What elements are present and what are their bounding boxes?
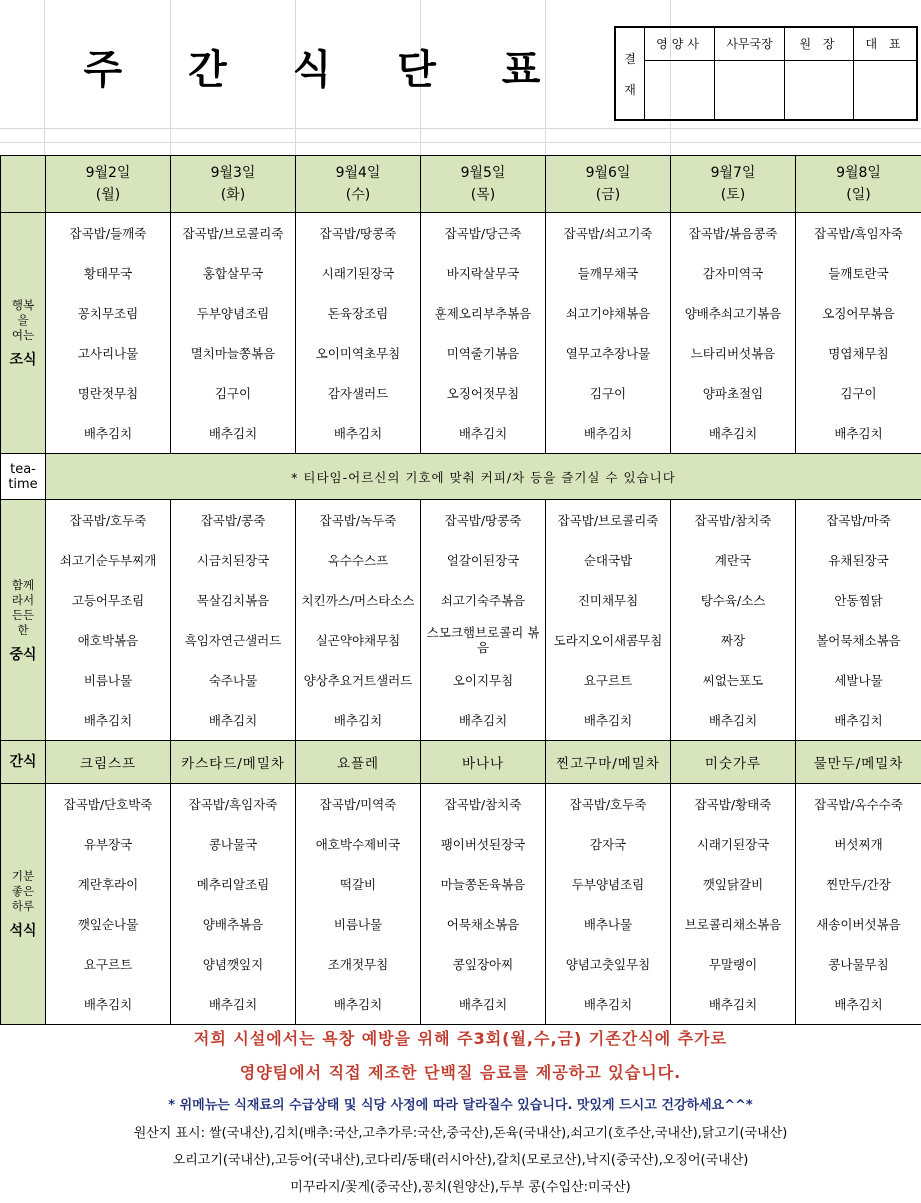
origin-label-line: 오리고기(국내산),고등어(국내산),코다리/동태(러시아산),갈치(모로코산),낙지(중국산),오징어(국내산)	[172, 1153, 749, 1168]
menu-item: 브로콜리채소볶음	[684, 916, 782, 932]
menu-item: 배추김치	[83, 425, 133, 441]
approval-header: 대 표	[854, 28, 916, 61]
menu-item: 들깨토란국	[828, 265, 889, 281]
menu-item: 잡곡밥/들깨죽	[69, 225, 147, 241]
day-header	[296, 156, 421, 213]
breakfast-day-cell	[46, 213, 171, 454]
menu-item: 잡곡밥/콩죽	[200, 512, 266, 528]
menu-item: 잡곡밥/마죽	[826, 512, 891, 528]
day-of-week: (목)	[470, 187, 496, 203]
approval-header: 사무국장	[715, 28, 784, 61]
page-title: 주 간 식 단 표	[83, 47, 567, 93]
menu-item: 오이미역초무침	[315, 345, 401, 361]
snack-item: 바나나	[421, 741, 546, 784]
menu-item: 열무고추장나물	[565, 345, 651, 361]
origin-label-line: 원산지 표시: 쌀(국내산),김치(배추:국산,고추가루:국산,중국산),돈육(국내산),쇠고기(호주산,국내산),닭고기(국내산)	[133, 1126, 788, 1141]
menu-item: 배추김치	[83, 712, 133, 728]
menu-item: 계란국	[714, 552, 752, 568]
menu-item: 흑임자연근샐러드	[184, 632, 282, 648]
menu-item: 꽁치무조림	[77, 305, 139, 321]
menu-item: 배추김치	[458, 996, 508, 1012]
snack-item: 미숫가루	[671, 741, 796, 784]
menu-item: 애호박볶음	[77, 632, 139, 648]
menu-item: 바지락살무국	[446, 265, 520, 281]
menu-item: 양파초절임	[702, 385, 764, 401]
menu-item: 도라지오이새콤무침	[553, 632, 663, 648]
menu-item: 느타리버섯볶음	[690, 345, 776, 361]
menu-item: 배추김치	[834, 996, 883, 1012]
tea-time-label: tea- time	[1, 454, 46, 500]
menu-item: 순대국밥	[583, 552, 633, 568]
snack-item: 크림스프	[46, 741, 171, 784]
approval-box	[614, 26, 918, 121]
menu-item: 배추김치	[834, 712, 883, 728]
day-header	[46, 156, 171, 213]
menu-item: 잡곡밥/브로콜리죽	[182, 225, 284, 241]
menu-item: 얼갈이된장국	[446, 552, 520, 568]
menu-item: 들깨무채국	[577, 265, 639, 281]
menu-item: 훈제오리부추볶음	[434, 305, 532, 321]
menu-item: 감자국	[589, 836, 627, 852]
day-header	[171, 156, 296, 213]
menu-item: 배추김치	[83, 996, 133, 1012]
lunch-day-cell	[46, 500, 171, 741]
menu-item: 애호박수제비국	[315, 836, 401, 852]
menu-item: 양상추요거트샐러드	[303, 672, 413, 688]
menu-item: 메추리알조림	[196, 876, 270, 892]
tea-time-note: * 티타임-어르신의 기호에 맞춰 커피/차 등을 즐기실 수 있습니다	[46, 454, 921, 500]
menu-item: 잡곡밥/땅콩죽	[319, 225, 397, 241]
menu-item: 배추김치	[208, 425, 258, 441]
menu-item: 목살김치볶음	[196, 592, 270, 608]
day-of-week: (금)	[595, 187, 621, 203]
menu-item: 잡곡밥/흑임자죽	[814, 225, 903, 241]
protein-drink-notice: 영양팀에서 직접 제조한 단백질 음료를 제공하고 있습니다.	[239, 1063, 682, 1082]
menu-item: 배추김치	[333, 425, 383, 441]
lunch-row	[1, 500, 921, 741]
menu-change-notice: * 위메뉴는 식재료의 수급상태 및 식당 사정에 따라 달라질수 있습니다. 맛있게 드시고 건강하세요^^*	[168, 1098, 753, 1113]
lunch-day-cell	[796, 500, 921, 741]
dinner-day-cell	[421, 784, 546, 1025]
menu-item: 스모크햄브로콜리 볶음	[426, 625, 540, 655]
menu-item: 콩나물국	[208, 836, 258, 852]
menu-item: 새송이버섯볶음	[816, 916, 901, 932]
approval-column	[854, 28, 916, 119]
menu-item: 김구이	[840, 385, 877, 401]
menu-item: 옥수수스프	[327, 552, 389, 568]
menu-item: 시금치된장국	[196, 552, 270, 568]
menu-item: 씨없는포도	[702, 672, 764, 688]
menu-item: 배추김치	[458, 425, 508, 441]
menu-item: 명엽채무침	[828, 345, 889, 361]
menu-item: 잡곡밥/브로콜리죽	[557, 512, 659, 528]
menu-item: 깻잎닭갈비	[702, 876, 764, 892]
snack-item: 찐고구마/메밀차	[546, 741, 671, 784]
menu-item: 배추김치	[583, 996, 633, 1012]
approval-column	[645, 28, 715, 119]
day-date: 9월4일	[335, 165, 381, 181]
menu-item: 계란후라이	[77, 876, 139, 892]
approval-header: 원 장	[785, 28, 853, 61]
dinner-day-cell	[546, 784, 671, 1025]
origin-label-line: 미꾸라지/꽃게(중국산),꽁치(원양산),두부 콩(수입산:미국산)	[290, 1180, 631, 1195]
day-of-week: (토)	[720, 187, 746, 203]
dinner-day-cell	[296, 784, 421, 1025]
day-header	[796, 156, 921, 213]
menu-item: 배추김치	[708, 425, 758, 441]
menu-item: 고등어무조림	[71, 592, 145, 608]
menu-item: 시래기된장국	[321, 265, 395, 281]
menu-item: 어묵채소볶음	[446, 916, 520, 932]
menu-item: 오징어무볶음	[822, 305, 895, 321]
menu-item: 무말랭이	[708, 956, 758, 972]
menu-item: 잡곡밥/단호박죽	[63, 796, 153, 812]
menu-item: 김구이	[214, 385, 252, 401]
breakfast-day-cell	[171, 213, 296, 454]
menu-item: 콩나물무침	[828, 956, 889, 972]
approval-column	[785, 28, 854, 119]
tea-time-row	[1, 454, 921, 500]
dinner-label: 기분 좋은 하루 석식	[1, 784, 46, 1025]
day-date: 9월5일	[460, 165, 506, 181]
dinner-day-cell	[171, 784, 296, 1025]
snack-label: 간식	[1, 741, 46, 784]
menu-item: 잡곡밥/볶음콩죽	[688, 225, 778, 241]
day-of-week: (수)	[345, 187, 371, 203]
day-of-week: (일)	[846, 187, 871, 203]
menu-item: 배추김치	[458, 712, 508, 728]
menu-item: 배추김치	[583, 712, 633, 728]
breakfast-day-cell	[296, 213, 421, 454]
approval-label: 결 재	[616, 28, 645, 119]
breakfast-day-cell	[671, 213, 796, 454]
menu-item: 진미채무침	[577, 592, 639, 608]
lunch-label: 함께 라서 든든 한 중식	[1, 500, 46, 741]
menu-item: 실곤약야채무침	[315, 632, 401, 648]
menu-item: 쇠고기순두부찌개	[59, 552, 157, 568]
menu-item: 안동찜닭	[834, 592, 883, 608]
menu-item: 떡갈비	[339, 876, 377, 892]
sheet-gridline	[0, 128, 921, 129]
menu-item: 비름나물	[333, 916, 383, 932]
menu-item: 배추김치	[583, 425, 633, 441]
menu-item: 배추김치	[208, 712, 258, 728]
menu-item: 황태무국	[83, 265, 133, 281]
menu-item: 팽이버섯된장국	[440, 836, 526, 852]
lunch-day-cell	[671, 500, 796, 741]
day-header	[546, 156, 671, 213]
menu-item: 배추김치	[333, 712, 383, 728]
lunch-day-cell	[296, 500, 421, 741]
menu-item: 배추김치	[333, 996, 383, 1012]
day-date: 9월6일	[585, 165, 631, 181]
menu-item: 마늘쫑돈육볶음	[440, 876, 526, 892]
menu-item: 탕수육/소스	[700, 592, 766, 608]
menu-item: 짜장	[720, 632, 746, 648]
breakfast-day-cell	[546, 213, 671, 454]
menu-item: 오이지무침	[452, 672, 514, 688]
menu-item: 양념깻잎지	[202, 956, 264, 972]
breakfast-day-cell	[421, 213, 546, 454]
menu-item: 김구이	[589, 385, 627, 401]
snack-item: 카스타드/메밀차	[171, 741, 296, 784]
breakfast-label: 행복 을 여는 조식	[1, 213, 46, 454]
dinner-day-cell	[46, 784, 171, 1025]
menu-item: 잡곡밥/흑임자죽	[188, 796, 278, 812]
menu-item: 세발나물	[834, 672, 883, 688]
menu-item: 배추나물	[583, 916, 633, 932]
menu-item: 찐만두/간장	[826, 876, 891, 892]
menu-item: 쇠고기야채볶음	[565, 305, 651, 321]
menu-item: 숙주나물	[208, 672, 258, 688]
menu-item: 감자미역국	[702, 265, 764, 281]
menu-item: 잡곡밥/미역죽	[319, 796, 397, 812]
day-of-week: (월)	[95, 187, 121, 203]
menu-item: 배추김치	[208, 996, 258, 1012]
menu-item: 두부양념조림	[571, 876, 645, 892]
day-header	[671, 156, 796, 213]
day-date: 9월2일	[85, 165, 131, 181]
menu-item: 시래기된장국	[696, 836, 770, 852]
menu-item: 유채된장국	[828, 552, 889, 568]
dinner-day-cell	[796, 784, 921, 1025]
menu-item: 잡곡밥/황태죽	[694, 796, 772, 812]
menu-item: 잡곡밥/호두죽	[569, 796, 647, 812]
pressure-ulcer-notice: 저희 시설에서는 욕창 예방을 위해 주3회(월,수,금) 기존간식에 추가로	[193, 1029, 728, 1048]
menu-item: 양배추쇠고기볶음	[684, 305, 782, 321]
lunch-day-cell	[546, 500, 671, 741]
menu-item: 잡곡밥/참치죽	[694, 512, 772, 528]
lunch-day-cell	[171, 500, 296, 741]
menu-item: 배추김치	[708, 712, 758, 728]
day-date: 9월7일	[710, 165, 756, 181]
menu-item: 감자샐러드	[327, 385, 389, 401]
menu-item: 양념고춧잎무침	[565, 956, 651, 972]
approval-column	[715, 28, 785, 119]
menu-item: 깻잎순나물	[77, 916, 139, 932]
menu-item: 볼어묵채소볶음	[816, 632, 901, 648]
menu-item: 쇠고기숙주볶음	[440, 592, 526, 608]
weekly-menu-table	[0, 155, 921, 1025]
menu-item: 미역줄기볶음	[446, 345, 520, 361]
menu-item: 돈육장조림	[327, 305, 389, 321]
menu-item: 유부장국	[83, 836, 133, 852]
breakfast-day-cell	[796, 213, 921, 454]
lunch-day-cell	[421, 500, 546, 741]
menu-item: 요구르트	[83, 956, 133, 972]
menu-item: 잡곡밥/옥수수죽	[814, 796, 903, 812]
menu-item: 멸치마늘쫑볶음	[190, 345, 276, 361]
dinner-day-cell	[671, 784, 796, 1025]
menu-item: 요구르트	[583, 672, 633, 688]
snack-item: 요플레	[296, 741, 421, 784]
menu-item: 배추김치	[708, 996, 758, 1012]
snack-row	[1, 741, 921, 784]
menu-item: 홍합살무국	[202, 265, 264, 281]
menu-item: 배추김치	[834, 425, 883, 441]
corner-cell	[1, 156, 46, 213]
menu-item: 치킨까스/머스타소스	[301, 592, 415, 608]
day-header	[421, 156, 546, 213]
menu-item: 버섯찌개	[834, 836, 883, 852]
date-header-row	[1, 156, 921, 213]
menu-item: 오징어젓무침	[446, 385, 520, 401]
menu-item: 명란젓무침	[77, 385, 139, 401]
menu-item: 잡곡밥/참치죽	[444, 796, 522, 812]
breakfast-row	[1, 213, 921, 454]
dinner-row	[1, 784, 921, 1025]
menu-item: 잡곡밥/녹두죽	[319, 512, 397, 528]
menu-item: 잡곡밥/쇠고기죽	[563, 225, 653, 241]
menu-item: 잡곡밥/호두죽	[69, 512, 147, 528]
menu-item: 잡곡밥/당근죽	[444, 225, 522, 241]
menu-item: 잡곡밥/땅콩죽	[444, 512, 522, 528]
menu-item: 비름나물	[83, 672, 133, 688]
menu-item: 조개젓무침	[327, 956, 389, 972]
menu-item: 고사리나물	[77, 345, 139, 361]
menu-item: 두부양념조림	[196, 305, 270, 321]
menu-item: 양배추볶음	[202, 916, 264, 932]
day-of-week: (화)	[220, 187, 246, 203]
menu-item: 콩잎장아찌	[452, 956, 514, 972]
approval-header: 영양사	[645, 28, 714, 61]
day-date: 9월3일	[210, 165, 256, 181]
day-date: 9월8일	[836, 165, 881, 181]
sheet-gridline	[0, 142, 921, 143]
snack-item: 물만두/메밀차	[796, 741, 921, 784]
